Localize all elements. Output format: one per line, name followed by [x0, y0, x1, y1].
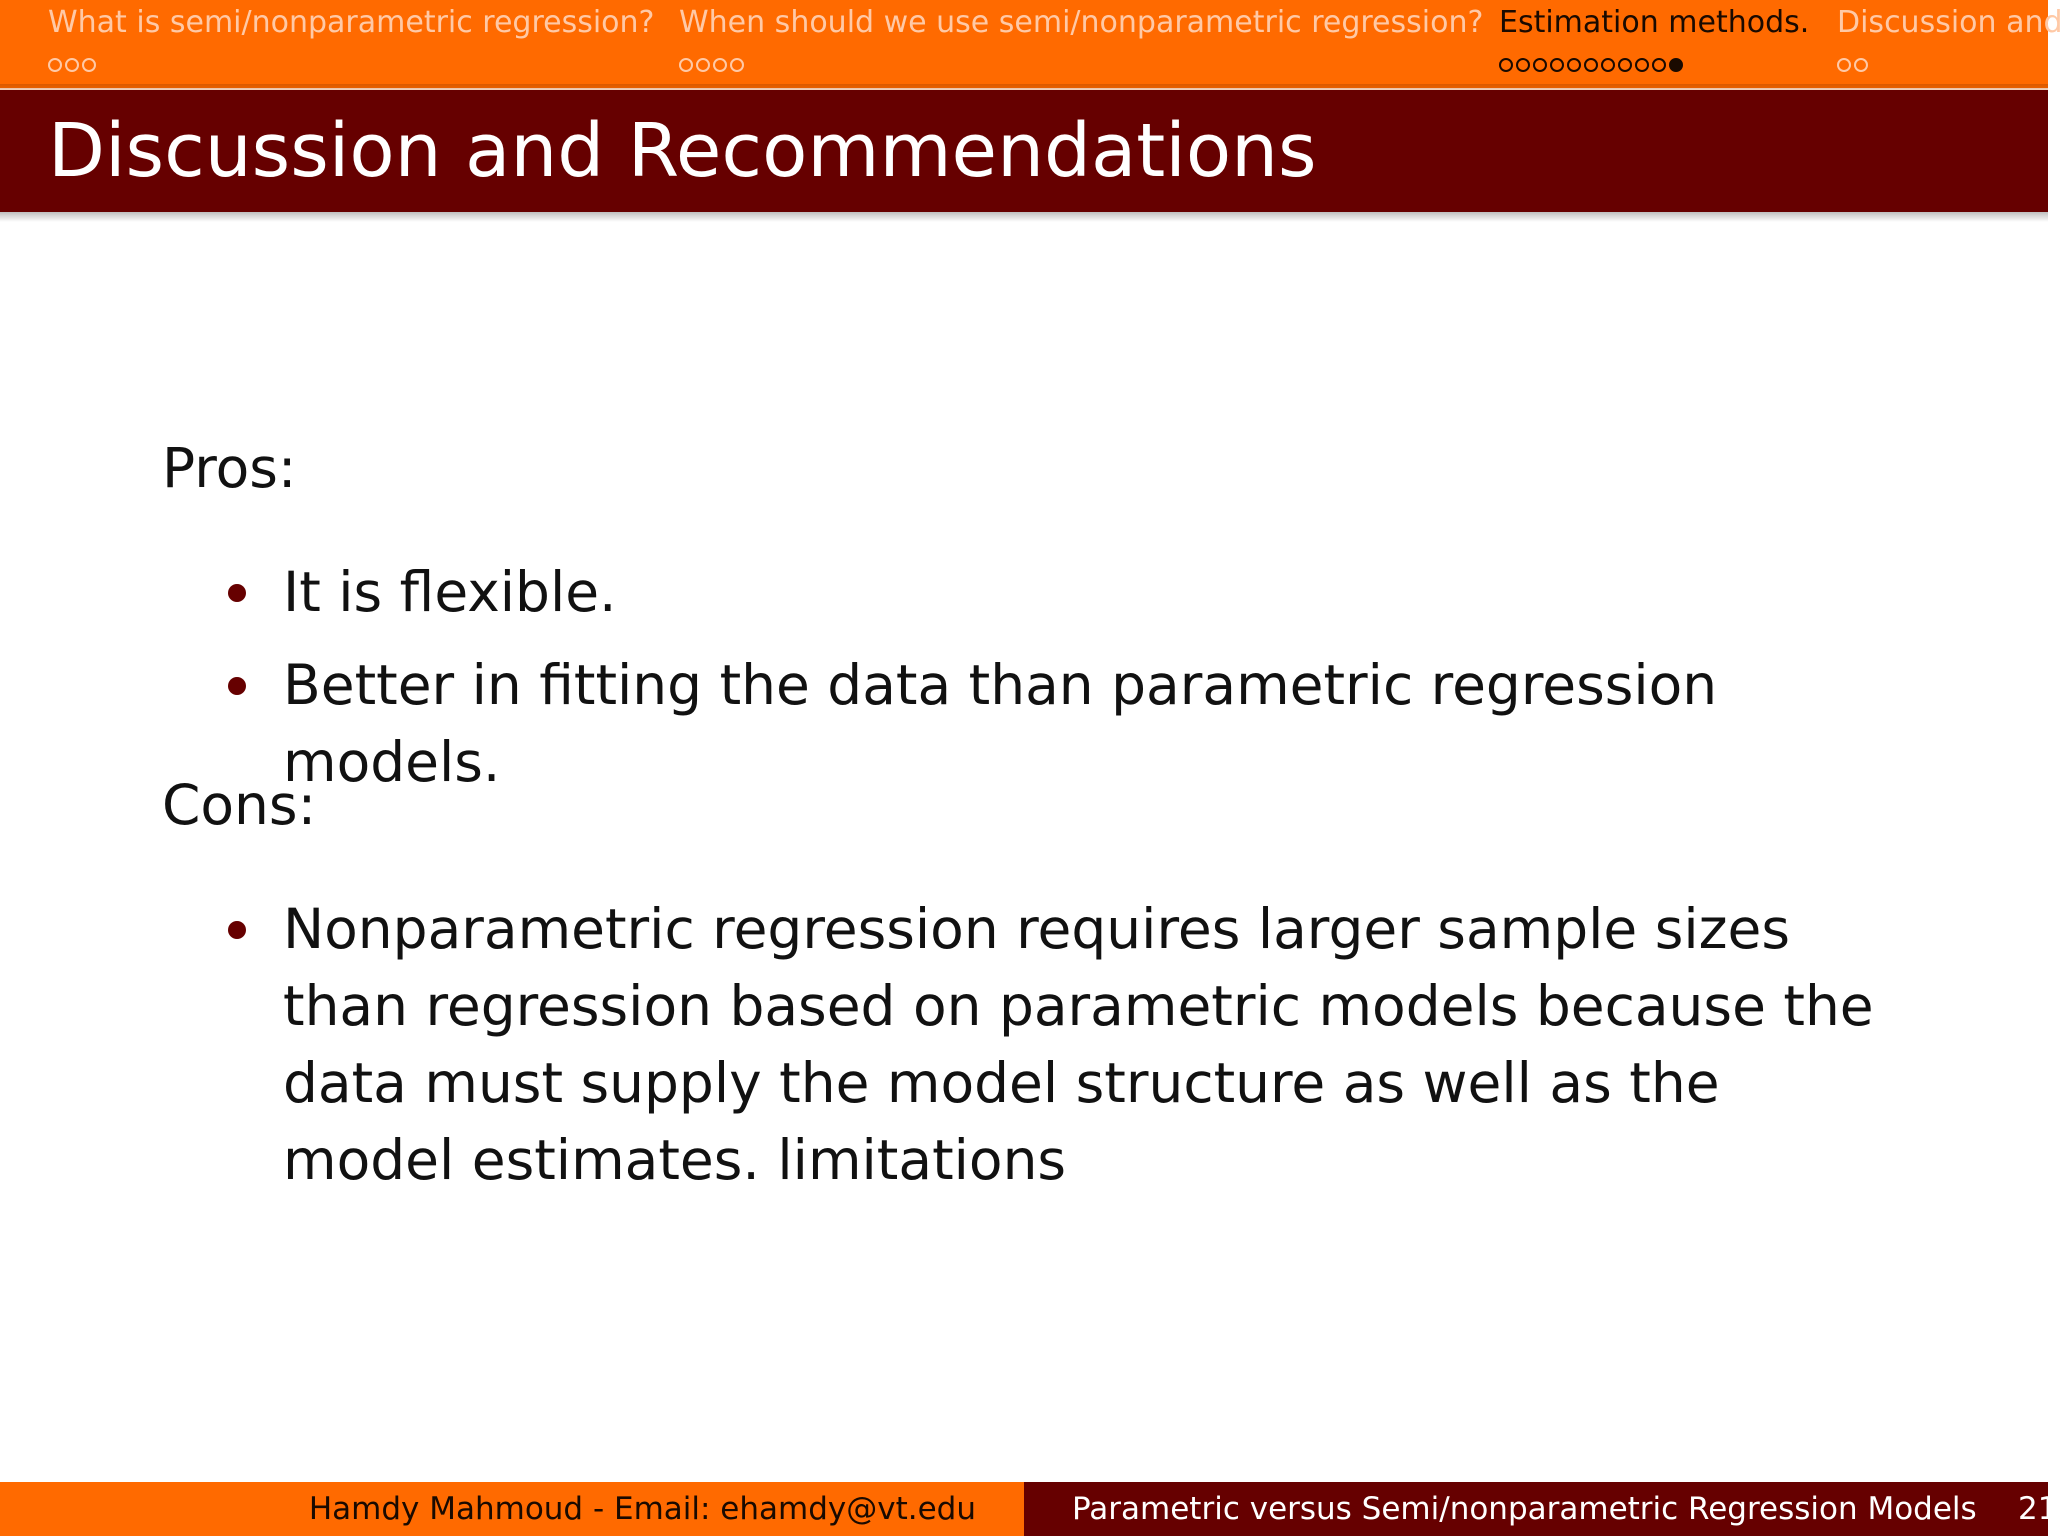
nav-frame-dot[interactable] — [1584, 58, 1598, 72]
list-item-text: It is flexible. — [283, 560, 617, 624]
footer-presentation-title: Parametric versus Semi/nonparametric Regression Models — [1072, 1491, 1977, 1527]
bullet-icon — [228, 677, 246, 695]
nav-section-dots — [1837, 46, 2063, 68]
pros-heading: Pros: — [162, 436, 297, 500]
cons-heading: Cons: — [162, 773, 317, 837]
nav-section-discussion[interactable] — [1837, 4, 2063, 68]
bullet-icon — [228, 921, 246, 939]
nav-section-label[interactable]: When should we use semi/nonparametric regression? — [679, 5, 1484, 40]
nav-frame-dot[interactable] — [1837, 58, 1851, 72]
list-item-text: Better in fitting the data than parametric regression models. — [283, 653, 1718, 794]
nav-frame-dot[interactable] — [679, 58, 693, 72]
frame-title-bar — [0, 90, 2048, 212]
nav-frame-dot[interactable] — [1601, 58, 1615, 72]
nav-frame-dot[interactable] — [48, 58, 62, 72]
nav-frame-dot[interactable] — [65, 58, 79, 72]
nav-frame-dot[interactable] — [1635, 58, 1649, 72]
nav-section-label[interactable]: Discussion and — [1837, 5, 2063, 40]
list-item — [222, 891, 1942, 1199]
nav-frame-dot[interactable] — [1618, 58, 1632, 72]
footer — [0, 1482, 2058, 1536]
nav-frame-dot[interactable] — [730, 58, 744, 72]
footer-page-number: 21 — [2018, 1491, 2058, 1527]
nav-frame-dot[interactable] — [1516, 58, 1530, 72]
footer-author-text: Hamdy Mahmoud - Email: ehamdy@vt.edu — [308, 1491, 976, 1527]
nav-frame-dot[interactable] — [1499, 58, 1513, 72]
nav-section-dots — [1499, 46, 1809, 68]
list-item — [222, 647, 1922, 801]
nav-section-dots — [679, 46, 1483, 68]
nav-section-label[interactable]: Estimation methods. — [1499, 5, 1810, 40]
nav-frame-dot[interactable] — [713, 58, 727, 72]
footer-author — [0, 1482, 1024, 1536]
nav-frame-dot[interactable] — [696, 58, 710, 72]
nav-frame-dot[interactable] — [1854, 58, 1868, 72]
section-navigation-bar — [0, 0, 2063, 88]
slide-title: Discussion and Recommendations — [48, 108, 1317, 194]
nav-frame-dot[interactable] — [1550, 58, 1564, 72]
title-shadow — [0, 212, 2048, 222]
nav-current-frame-dot[interactable] — [1669, 58, 1683, 72]
nav-frame-dot[interactable] — [1652, 58, 1666, 72]
nav-section-when-to-use[interactable] — [679, 4, 1483, 68]
bullet-icon — [228, 584, 246, 602]
nav-frame-dot[interactable] — [1533, 58, 1547, 72]
nav-section-label[interactable]: What is semi/nonparametric regression? — [48, 5, 655, 40]
nav-section-estimation-methods[interactable] — [1499, 4, 1809, 68]
nav-frame-dot[interactable] — [1567, 58, 1581, 72]
nav-frame-dot[interactable] — [82, 58, 96, 72]
list-item — [222, 554, 1922, 631]
nav-section-dots — [48, 46, 654, 68]
footer-presentation-info — [1024, 1482, 2058, 1536]
nav-section-what-is[interactable] — [48, 4, 654, 68]
list-item-text: Nonparametric regression requires larger sample sizes than regression based on parametric models because the data must supply the model structure as well as the model estimates. limitations — [283, 897, 1874, 1192]
